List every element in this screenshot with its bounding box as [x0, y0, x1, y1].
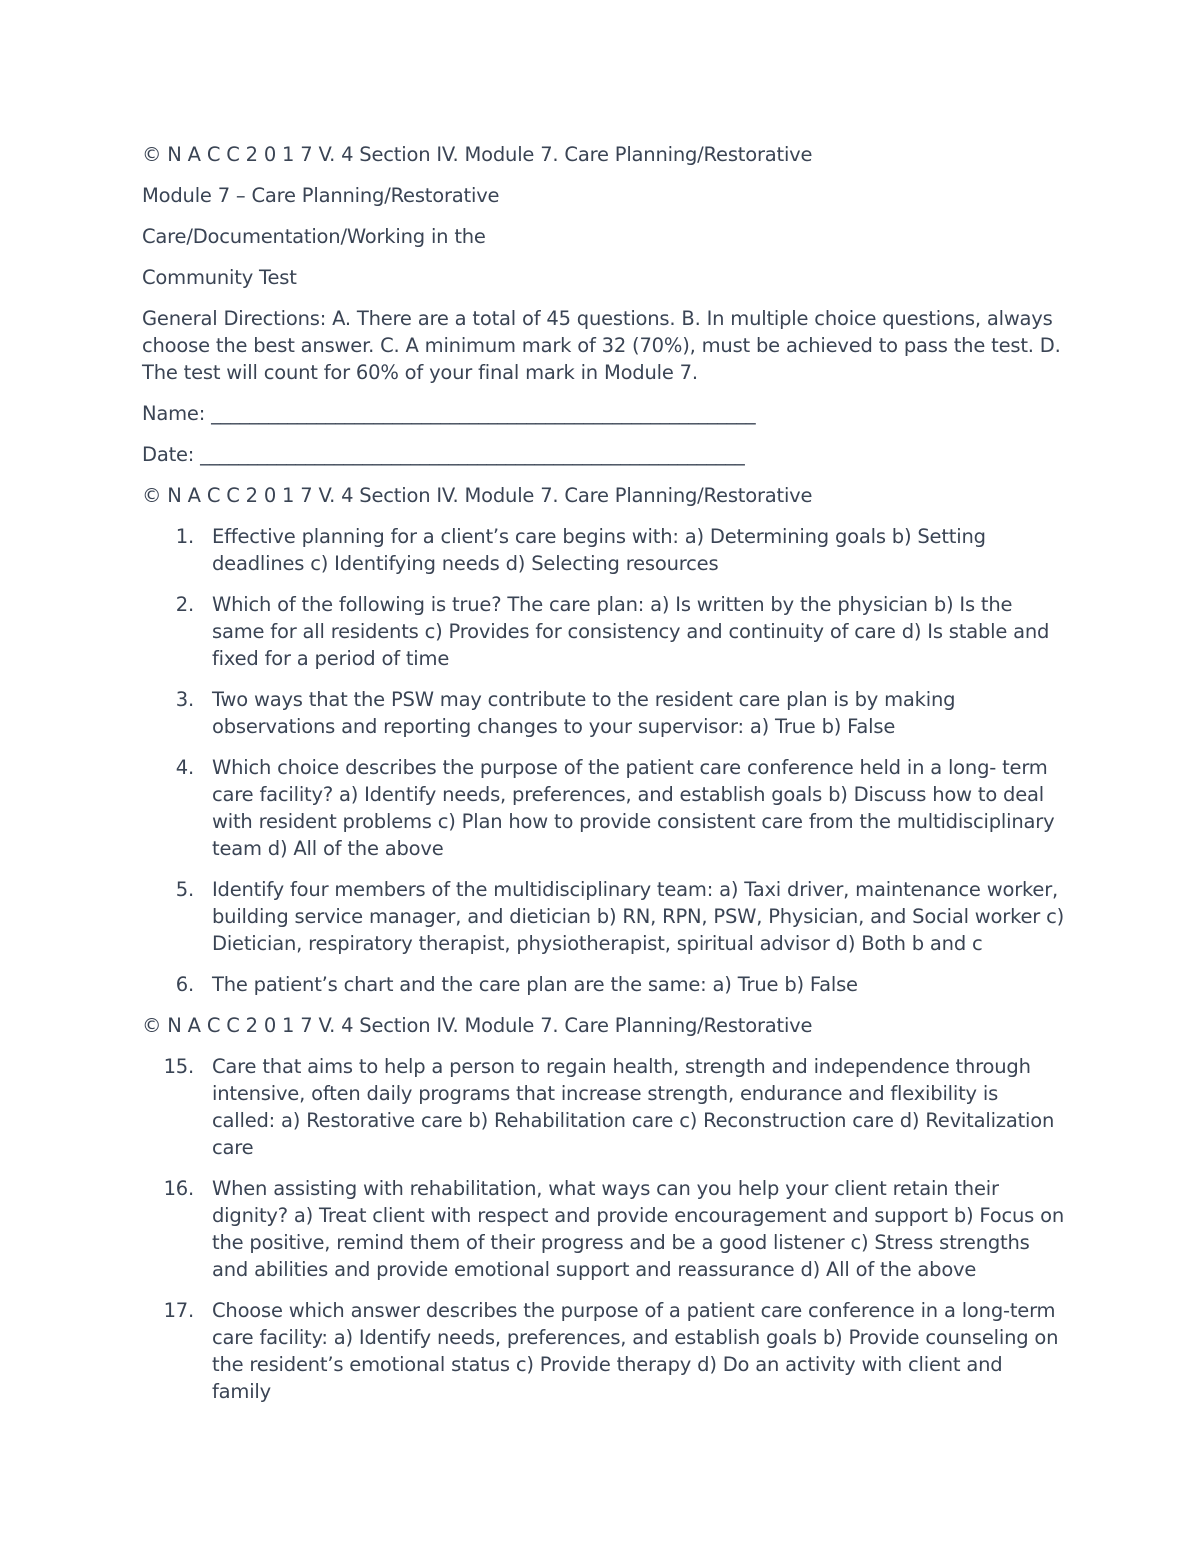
question-number: 15.	[163, 1055, 194, 1078]
question-list	[142, 1053, 1067, 1405]
question-number: 3.	[175, 688, 194, 711]
document-content	[142, 141, 1067, 1419]
question-item	[142, 971, 1067, 998]
question-text: When assisting with rehabilitation, what ways can you help your client retain their dignity? a) Treat client with respect and provide encouragement and support b) Focus on the positive, remind them of their progress and be a good listener c) Stress strengths and abilities and provide emotional support and reassurance d) All of the above	[212, 1177, 1065, 1281]
question-text: Two ways that the PSW may contribute to the resident care plan is by making observations and reporting changes to your supervisor: a) True b) False	[212, 688, 956, 738]
question-number: 16.	[163, 1177, 194, 1200]
question-text: Which of the following is true? The care plan: a) Is written by the physician b) Is the same for all residents c) Provides for consistency and continuity of care d) Is stable and fixed for a period of time	[212, 593, 1050, 670]
question-item	[142, 591, 1067, 672]
question-number: 4.	[175, 756, 194, 779]
question-text: Effective planning for a client’s care begins with: a) Determining goals b) Setting deadlines c) Identifying needs d) Selecting resources	[212, 525, 986, 575]
name-field: Name: _________________________________________________________	[142, 402, 756, 425]
question-number: 1.	[175, 525, 194, 548]
question-text: Care that aims to help a person to regain health, strength and independence through intensive, often daily programs that increase strength, endurance and flexibility is called: a) Restorative care b) Rehabilitation care c) Reconstruction care d) Revitalization care	[212, 1055, 1055, 1159]
question-text: Which choice describes the purpose of the patient care conference held in a long- term care facility? a) Identify needs, preferences, and establish goals b) Discuss how to deal with resident problems c) Plan how to provide consistent care from the multidisciplinary team d) All of the above	[212, 756, 1055, 860]
copyright-header: © N A C C 2 0 1 7 V. 4 Section IV. Module 7. Care Planning/Restorative	[142, 143, 813, 166]
question-text: Choose which answer describes the purpose of a patient care conference in a long-term care facility: a) Identify needs, preferences, and establish goals b) Provide counseling on the resident’s emotional status c) Provide therapy d) Do an activity with client and family	[212, 1299, 1059, 1403]
copyright-header: © N A C C 2 0 1 7 V. 4 Section IV. Module 7. Care Planning/Restorative	[142, 1014, 813, 1037]
question-number: 2.	[175, 593, 194, 616]
test-title-line-1: Module 7 – Care Planning/Restorative	[142, 184, 500, 207]
question-list	[142, 523, 1067, 998]
question-number: 6.	[175, 973, 194, 996]
question-item	[142, 1175, 1067, 1283]
question-item	[142, 754, 1067, 862]
question-text: Identify four members of the multidisciplinary team: a) Taxi driver, maintenance worker, building service manager, and dietician b) RN, RPN, PSW, Physician, and Social worker c) Dietician, respiratory therapist, physiotherapist, spiritual advisor d) Both b and c	[212, 878, 1065, 955]
date-field: Date: _________________________________________________________	[142, 443, 745, 466]
question-item	[142, 876, 1067, 957]
question-number: 5.	[175, 878, 194, 901]
test-title-line-2: Care/Documentation/Working in the	[142, 225, 486, 248]
question-item	[142, 1297, 1067, 1405]
question-number: 17.	[163, 1299, 194, 1322]
question-item	[142, 523, 1067, 577]
test-title-line-3: Community Test	[142, 266, 297, 289]
question-item	[142, 686, 1067, 740]
general-directions: General Directions: A. There are a total of 45 questions. B. In multiple choice questions, always choose the best answer. C. A minimum mark of 32 (70%), must be achieved to pass the test. D. The test will count for 60% of your final mark in Module 7.	[142, 307, 1061, 384]
question-text: The patient’s chart and the care plan are the same: a) True b) False	[212, 973, 858, 996]
copyright-header: © N A C C 2 0 1 7 V. 4 Section IV. Module 7. Care Planning/Restorative	[142, 484, 813, 507]
question-item	[142, 1053, 1067, 1161]
